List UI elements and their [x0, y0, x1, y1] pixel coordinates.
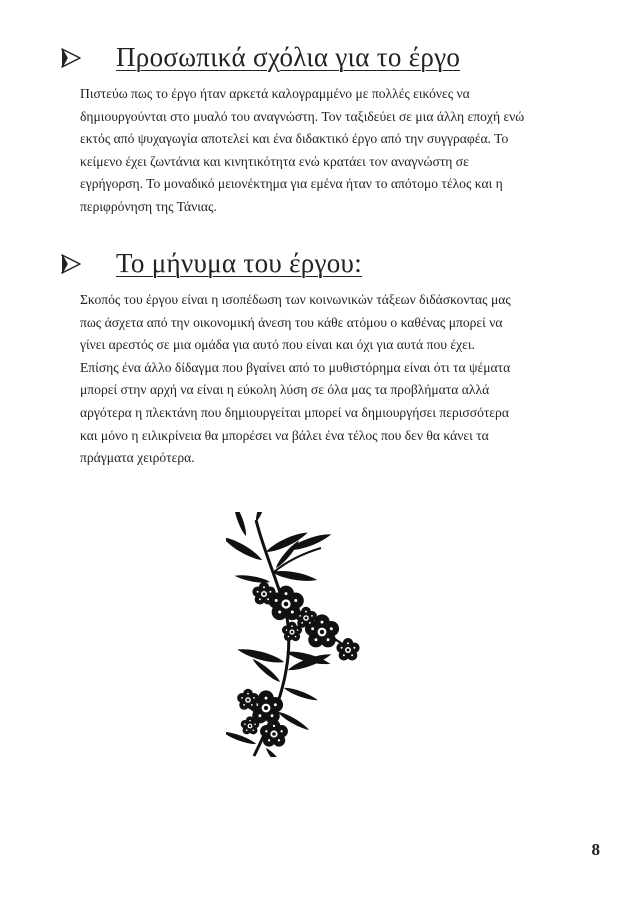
paragraph-line: κείμενο έχει ζωντάνια και κινητικότητα ενώ κρατάει τον αναγνώστη σε	[80, 153, 469, 169]
personal-comments-paragraph	[80, 83, 600, 219]
paragraph-line: πράγματα χειρότερα.	[80, 450, 195, 466]
section-heading-personal-comments	[60, 42, 460, 73]
paragraph-line: εγρήγορση. Το μοναδικό μειονέκτημα για εμένα ήταν το απότομο τέλος και η	[80, 176, 503, 192]
paragraph-line: μπορεί στην αρχή να είναι η εύκολη λύση σε όλα μας τα προβλήματα αλλά	[80, 382, 490, 398]
paragraph-line: εκτός από ψυχαγωγία αποτελεί και ένα διδακτικό έργο από την συγγραφέα. Το	[80, 131, 509, 147]
paragraph-line: πως άσχετα από την οικονομική άνεση του κάθε ατόμου ο καθένας μπορεί να	[80, 314, 503, 330]
paragraph-line: γίνει αρεστός σε μια ομάδα για αυτό που είναι και όχι για αυτά που έχει.	[80, 337, 475, 353]
section-title: Προσωπικά σχόλια για το έργο	[116, 42, 461, 72]
paragraph-line: περιφρόνηση της Τάνιας.	[80, 198, 217, 214]
page-number: 8	[591, 840, 600, 859]
flowering-branch-icon	[226, 512, 386, 757]
paragraph-line: Πιστεύω πως το έργο ήταν αρκετά καλογραμμένο με πολλές εικόνες να	[80, 86, 470, 101]
paragraph-line: δημιουργούνται στο μυαλό του αναγνώστη. Τον ταξιδεύει σε μια άλλη εποχή ενώ	[80, 108, 525, 124]
paragraph-line: και μόνο η ειλικρίνεια θα μπορέσει να βάλει ένα τέλος που δεν θα κάνει τα	[80, 427, 489, 443]
message-paragraph	[80, 289, 600, 470]
paragraph-line: Σκοπός του έργου είναι η ισοπέδωση των κοινωνικών τάξεων διδάσκοντας μας	[80, 292, 511, 307]
arrow-bullet-icon	[60, 47, 82, 69]
paragraph-line: Επίσης ένα άλλο δίδαγμα που βγαίνει από το μυθιστόρημα είναι ότι τα ψέματα	[80, 359, 511, 375]
arrow-bullet-icon	[60, 253, 82, 275]
paragraph-line: αργότερα η πλεκτάνη που δημιουργείται μπορεί να δημιουργήσει περισσότερα	[80, 404, 509, 420]
section-heading-message	[60, 248, 362, 279]
section-title: Το μήνυμα του έργου:	[116, 248, 363, 278]
